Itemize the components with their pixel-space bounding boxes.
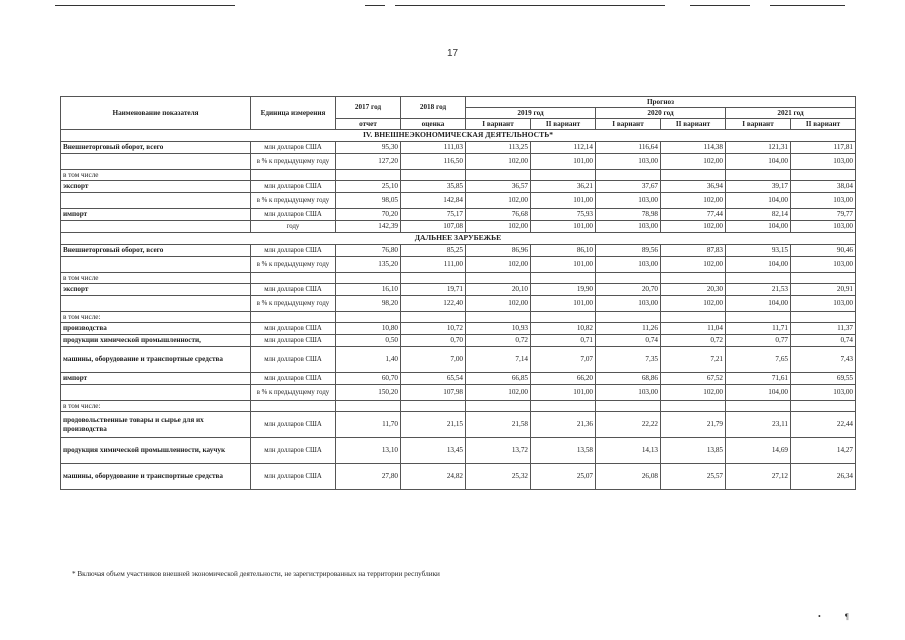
value-cell: 103,00 bbox=[596, 296, 661, 312]
value-cell: 10,72 bbox=[401, 323, 466, 335]
indicator-cell: Внешнеторговый оборот, всего bbox=[61, 142, 251, 154]
value-cell: 25,07 bbox=[531, 464, 596, 490]
indicator-cell bbox=[61, 221, 251, 233]
indicator-cell: машины, оборудование и транспортные средства bbox=[61, 347, 251, 373]
indicator-cell: Внешнеторговый оборот, всего bbox=[61, 245, 251, 257]
value-cell: 86,96 bbox=[466, 245, 531, 257]
table-row bbox=[61, 245, 856, 257]
value-cell: 13,85 bbox=[661, 438, 726, 464]
value-cell: 127,20 bbox=[336, 154, 401, 170]
value-cell: 70,20 bbox=[336, 209, 401, 221]
value-cell: 21,58 bbox=[466, 412, 531, 438]
value-cell: 101,00 bbox=[531, 193, 596, 209]
table-row bbox=[61, 464, 856, 490]
value-cell: 0,50 bbox=[336, 335, 401, 347]
value-cell: 104,00 bbox=[726, 257, 791, 273]
value-cell: 122,40 bbox=[401, 296, 466, 312]
value-cell bbox=[336, 170, 401, 181]
value-cell: 104,00 bbox=[726, 193, 791, 209]
value-cell: 36,57 bbox=[466, 181, 531, 193]
unit-cell: млн долларов США bbox=[251, 181, 336, 193]
header-variant-2: II вариант bbox=[791, 119, 856, 130]
value-cell: 114,38 bbox=[661, 142, 726, 154]
value-cell: 116,50 bbox=[401, 154, 466, 170]
unit-cell bbox=[251, 401, 336, 412]
table-row bbox=[61, 335, 856, 347]
indicator-cell bbox=[61, 154, 251, 170]
value-cell: 21,79 bbox=[661, 412, 726, 438]
value-cell: 75,17 bbox=[401, 209, 466, 221]
value-cell: 10,80 bbox=[336, 323, 401, 335]
value-cell: 76,80 bbox=[336, 245, 401, 257]
indicator-cell: экспорт bbox=[61, 181, 251, 193]
value-cell bbox=[726, 312, 791, 323]
header-indicator: Наименование показателя bbox=[61, 97, 251, 130]
indicator-cell: импорт bbox=[61, 209, 251, 221]
value-cell: 102,00 bbox=[466, 257, 531, 273]
value-cell: 16,10 bbox=[336, 284, 401, 296]
value-cell: 98,20 bbox=[336, 296, 401, 312]
value-cell: 104,00 bbox=[726, 296, 791, 312]
value-cell: 101,00 bbox=[531, 221, 596, 233]
value-cell: 101,00 bbox=[531, 385, 596, 401]
value-cell: 102,00 bbox=[466, 385, 531, 401]
value-cell: 7,21 bbox=[661, 347, 726, 373]
value-cell: 69,55 bbox=[791, 373, 856, 385]
value-cell: 93,15 bbox=[726, 245, 791, 257]
value-cell: 107,98 bbox=[401, 385, 466, 401]
indicator-cell bbox=[61, 385, 251, 401]
value-cell bbox=[726, 170, 791, 181]
value-cell: 20,10 bbox=[466, 284, 531, 296]
value-cell: 102,00 bbox=[661, 257, 726, 273]
page-number: 17 bbox=[446, 48, 459, 59]
value-cell bbox=[596, 401, 661, 412]
value-cell: 82,14 bbox=[726, 209, 791, 221]
value-cell: 121,31 bbox=[726, 142, 791, 154]
value-cell: 102,00 bbox=[466, 154, 531, 170]
indicator-cell: в том числе bbox=[61, 273, 251, 284]
header-variant-2: II вариант bbox=[661, 119, 726, 130]
top-rule-4 bbox=[690, 5, 750, 6]
value-cell bbox=[531, 273, 596, 284]
header-forecast: Прогноз bbox=[466, 97, 856, 108]
value-cell: 85,25 bbox=[401, 245, 466, 257]
footnote: * Включая объем участников внешней экономической деятельности, не зарегистрированных на территории республики bbox=[72, 570, 440, 578]
indicator-cell bbox=[61, 257, 251, 273]
value-cell: 22,44 bbox=[791, 412, 856, 438]
unit-cell: млн долларов США bbox=[251, 209, 336, 221]
value-cell: 103,00 bbox=[791, 154, 856, 170]
unit-cell: млн долларов США bbox=[251, 438, 336, 464]
value-cell: 0,72 bbox=[661, 335, 726, 347]
unit-cell: млн долларов США bbox=[251, 335, 336, 347]
value-cell bbox=[791, 401, 856, 412]
value-cell: 66,20 bbox=[531, 373, 596, 385]
header-estimate: оценка bbox=[401, 119, 466, 130]
value-cell: 36,94 bbox=[661, 181, 726, 193]
table-row bbox=[61, 438, 856, 464]
value-cell: 7,00 bbox=[401, 347, 466, 373]
value-cell bbox=[401, 401, 466, 412]
value-cell: 0,77 bbox=[726, 335, 791, 347]
unit-cell: млн долларов США bbox=[251, 464, 336, 490]
value-cell bbox=[466, 170, 531, 181]
value-cell: 60,70 bbox=[336, 373, 401, 385]
value-cell bbox=[661, 312, 726, 323]
value-cell: 102,00 bbox=[661, 296, 726, 312]
value-cell: 0,70 bbox=[401, 335, 466, 347]
value-cell: 66,85 bbox=[466, 373, 531, 385]
table-row bbox=[61, 142, 856, 154]
section-heading: ДАЛЬНЕЕ ЗАРУБЕЖЬЕ bbox=[61, 233, 856, 245]
header-2020: 2020 год bbox=[596, 108, 726, 119]
table-row bbox=[61, 257, 856, 273]
corner-mark: • bbox=[818, 612, 821, 621]
header-variant-1: I вариант bbox=[596, 119, 661, 130]
value-cell bbox=[596, 273, 661, 284]
unit-cell: в % к предыдущему году bbox=[251, 193, 336, 209]
value-cell: 25,32 bbox=[466, 464, 531, 490]
table-row bbox=[61, 401, 856, 412]
table-row bbox=[61, 312, 856, 323]
value-cell bbox=[661, 170, 726, 181]
value-cell: 27,80 bbox=[336, 464, 401, 490]
value-cell: 11,71 bbox=[726, 323, 791, 335]
value-cell: 36,21 bbox=[531, 181, 596, 193]
header-2018: 2018 год bbox=[401, 97, 466, 119]
value-cell bbox=[401, 170, 466, 181]
value-cell bbox=[466, 273, 531, 284]
value-cell: 71,61 bbox=[726, 373, 791, 385]
header-2017: 2017 год bbox=[336, 97, 401, 119]
indicator-cell: в том числе bbox=[61, 170, 251, 181]
top-rule-3 bbox=[395, 5, 665, 6]
indicator-cell: продукции химической промышленности, bbox=[61, 335, 251, 347]
header-2019: 2019 год bbox=[466, 108, 596, 119]
indicator-cell: машины, оборудование и транспортные средства bbox=[61, 464, 251, 490]
value-cell: 21,36 bbox=[531, 412, 596, 438]
value-cell: 103,00 bbox=[596, 221, 661, 233]
value-cell bbox=[726, 401, 791, 412]
value-cell: 103,00 bbox=[596, 154, 661, 170]
table-row bbox=[61, 181, 856, 193]
value-cell bbox=[791, 312, 856, 323]
indicator-cell: импорт bbox=[61, 373, 251, 385]
value-cell: 20,70 bbox=[596, 284, 661, 296]
value-cell: 27,12 bbox=[726, 464, 791, 490]
value-cell: 35,85 bbox=[401, 181, 466, 193]
value-cell: 13,58 bbox=[531, 438, 596, 464]
value-cell: 102,00 bbox=[466, 193, 531, 209]
value-cell: 102,00 bbox=[661, 221, 726, 233]
indicator-cell bbox=[61, 193, 251, 209]
value-cell: 86,10 bbox=[531, 245, 596, 257]
value-cell: 75,93 bbox=[531, 209, 596, 221]
value-cell: 89,56 bbox=[596, 245, 661, 257]
value-cell: 103,00 bbox=[596, 193, 661, 209]
value-cell bbox=[596, 170, 661, 181]
value-cell: 113,25 bbox=[466, 142, 531, 154]
top-rule-5 bbox=[770, 5, 845, 6]
value-cell: 14,13 bbox=[596, 438, 661, 464]
value-cell: 21,15 bbox=[401, 412, 466, 438]
value-cell: 116,64 bbox=[596, 142, 661, 154]
table-row bbox=[61, 296, 856, 312]
value-cell: 101,00 bbox=[531, 296, 596, 312]
value-cell: 11,04 bbox=[661, 323, 726, 335]
value-cell: 20,91 bbox=[791, 284, 856, 296]
header-unit: Единица измерения bbox=[251, 97, 336, 130]
unit-cell: млн долларов США bbox=[251, 373, 336, 385]
value-cell: 103,00 bbox=[791, 193, 856, 209]
value-cell: 111,00 bbox=[401, 257, 466, 273]
unit-cell: млн долларов США bbox=[251, 412, 336, 438]
value-cell: 102,00 bbox=[661, 154, 726, 170]
value-cell: 7,65 bbox=[726, 347, 791, 373]
value-cell bbox=[401, 312, 466, 323]
value-cell: 22,22 bbox=[596, 412, 661, 438]
unit-cell: млн долларов США bbox=[251, 284, 336, 296]
unit-cell: в % к предыдущему году bbox=[251, 385, 336, 401]
value-cell: 107,08 bbox=[401, 221, 466, 233]
value-cell: 25,57 bbox=[661, 464, 726, 490]
value-cell: 14,27 bbox=[791, 438, 856, 464]
value-cell: 26,34 bbox=[791, 464, 856, 490]
table-row bbox=[61, 209, 856, 221]
foreign-trade-table bbox=[60, 96, 856, 490]
table-row bbox=[61, 385, 856, 401]
table-row bbox=[61, 347, 856, 373]
value-cell: 98,05 bbox=[336, 193, 401, 209]
value-cell: 103,00 bbox=[596, 385, 661, 401]
value-cell: 7,43 bbox=[791, 347, 856, 373]
table-row bbox=[61, 323, 856, 335]
corner-mark: ¶ bbox=[845, 612, 849, 621]
value-cell bbox=[661, 401, 726, 412]
value-cell: 21,53 bbox=[726, 284, 791, 296]
unit-cell: в % к предыдущему году bbox=[251, 296, 336, 312]
top-rule-1 bbox=[55, 5, 235, 6]
value-cell: 142,39 bbox=[336, 221, 401, 233]
value-cell bbox=[466, 312, 531, 323]
header-2021: 2021 год bbox=[726, 108, 856, 119]
value-cell bbox=[466, 401, 531, 412]
indicator-cell: продукция химической промышленности, каучук bbox=[61, 438, 251, 464]
indicator-cell bbox=[61, 296, 251, 312]
value-cell: 1,40 bbox=[336, 347, 401, 373]
value-cell bbox=[726, 273, 791, 284]
value-cell: 13,45 bbox=[401, 438, 466, 464]
value-cell: 65,54 bbox=[401, 373, 466, 385]
value-cell: 13,10 bbox=[336, 438, 401, 464]
value-cell: 7,14 bbox=[466, 347, 531, 373]
value-cell: 11,37 bbox=[791, 323, 856, 335]
table-row bbox=[61, 273, 856, 284]
value-cell bbox=[336, 401, 401, 412]
value-cell: 24,82 bbox=[401, 464, 466, 490]
value-cell bbox=[401, 273, 466, 284]
value-cell bbox=[336, 312, 401, 323]
unit-cell: млн долларов США bbox=[251, 142, 336, 154]
value-cell: 112,14 bbox=[531, 142, 596, 154]
value-cell: 101,00 bbox=[531, 154, 596, 170]
value-cell: 37,67 bbox=[596, 181, 661, 193]
value-cell: 77,44 bbox=[661, 209, 726, 221]
table-row bbox=[61, 373, 856, 385]
value-cell: 19,71 bbox=[401, 284, 466, 296]
value-cell: 103,00 bbox=[791, 385, 856, 401]
unit-cell bbox=[251, 170, 336, 181]
value-cell: 103,00 bbox=[791, 257, 856, 273]
value-cell: 38,04 bbox=[791, 181, 856, 193]
value-cell: 95,30 bbox=[336, 142, 401, 154]
value-cell: 104,00 bbox=[726, 221, 791, 233]
unit-cell: в % к предыдущему году bbox=[251, 257, 336, 273]
unit-cell: году bbox=[251, 221, 336, 233]
value-cell: 101,00 bbox=[531, 257, 596, 273]
value-cell: 90,46 bbox=[791, 245, 856, 257]
value-cell: 11,70 bbox=[336, 412, 401, 438]
value-cell: 0,71 bbox=[531, 335, 596, 347]
value-cell: 103,00 bbox=[791, 296, 856, 312]
value-cell bbox=[336, 273, 401, 284]
indicator-cell: производства bbox=[61, 323, 251, 335]
value-cell: 103,00 bbox=[791, 221, 856, 233]
value-cell bbox=[531, 401, 596, 412]
value-cell: 14,69 bbox=[726, 438, 791, 464]
value-cell: 150,20 bbox=[336, 385, 401, 401]
value-cell: 104,00 bbox=[726, 385, 791, 401]
value-cell bbox=[531, 312, 596, 323]
value-cell bbox=[531, 170, 596, 181]
table-row bbox=[61, 221, 856, 233]
value-cell: 102,00 bbox=[661, 193, 726, 209]
value-cell: 67,52 bbox=[661, 373, 726, 385]
value-cell: 117,81 bbox=[791, 142, 856, 154]
table-row bbox=[61, 412, 856, 438]
value-cell: 76,68 bbox=[466, 209, 531, 221]
value-cell: 79,77 bbox=[791, 209, 856, 221]
value-cell: 11,26 bbox=[596, 323, 661, 335]
value-cell: 39,17 bbox=[726, 181, 791, 193]
unit-cell: млн долларов США bbox=[251, 347, 336, 373]
value-cell: 26,08 bbox=[596, 464, 661, 490]
table-row bbox=[61, 154, 856, 170]
indicator-cell: продовольственные товары и сырье для их производства bbox=[61, 412, 251, 438]
header-variant-1: I вариант bbox=[726, 119, 791, 130]
indicator-cell: в том числе: bbox=[61, 312, 251, 323]
value-cell: 78,98 bbox=[596, 209, 661, 221]
value-cell: 19,90 bbox=[531, 284, 596, 296]
value-cell: 102,00 bbox=[466, 296, 531, 312]
header-report: отчет bbox=[336, 119, 401, 130]
value-cell bbox=[791, 170, 856, 181]
unit-cell: в % к предыдущему году bbox=[251, 154, 336, 170]
value-cell: 10,82 bbox=[531, 323, 596, 335]
section-heading: IV. ВНЕШНЕЭКОНОМИЧЕСКАЯ ДЕЯТЕЛЬНОСТЬ* bbox=[61, 130, 856, 142]
unit-cell bbox=[251, 273, 336, 284]
value-cell: 87,83 bbox=[661, 245, 726, 257]
table-row bbox=[61, 284, 856, 296]
value-cell: 0,74 bbox=[596, 335, 661, 347]
value-cell: 23,11 bbox=[726, 412, 791, 438]
header-variant-2: II вариант bbox=[531, 119, 596, 130]
value-cell: 20,30 bbox=[661, 284, 726, 296]
value-cell: 142,84 bbox=[401, 193, 466, 209]
table-row bbox=[61, 193, 856, 209]
table-row bbox=[61, 170, 856, 181]
value-cell: 0,74 bbox=[791, 335, 856, 347]
value-cell: 104,00 bbox=[726, 154, 791, 170]
value-cell: 102,00 bbox=[661, 385, 726, 401]
unit-cell bbox=[251, 312, 336, 323]
value-cell: 7,07 bbox=[531, 347, 596, 373]
value-cell: 0,72 bbox=[466, 335, 531, 347]
indicator-cell: в том числе: bbox=[61, 401, 251, 412]
unit-cell: млн долларов США bbox=[251, 323, 336, 335]
unit-cell: млн долларов США bbox=[251, 245, 336, 257]
indicator-cell: экспорт bbox=[61, 284, 251, 296]
value-cell: 7,35 bbox=[596, 347, 661, 373]
top-rule-2 bbox=[365, 5, 385, 6]
header-variant-1: I вариант bbox=[466, 119, 531, 130]
value-cell: 135,20 bbox=[336, 257, 401, 273]
value-cell: 111,03 bbox=[401, 142, 466, 154]
value-cell: 13,72 bbox=[466, 438, 531, 464]
value-cell: 68,86 bbox=[596, 373, 661, 385]
value-cell bbox=[596, 312, 661, 323]
value-cell: 103,00 bbox=[596, 257, 661, 273]
value-cell bbox=[791, 273, 856, 284]
value-cell: 102,00 bbox=[466, 221, 531, 233]
value-cell bbox=[661, 273, 726, 284]
value-cell: 25,10 bbox=[336, 181, 401, 193]
value-cell: 10,93 bbox=[466, 323, 531, 335]
